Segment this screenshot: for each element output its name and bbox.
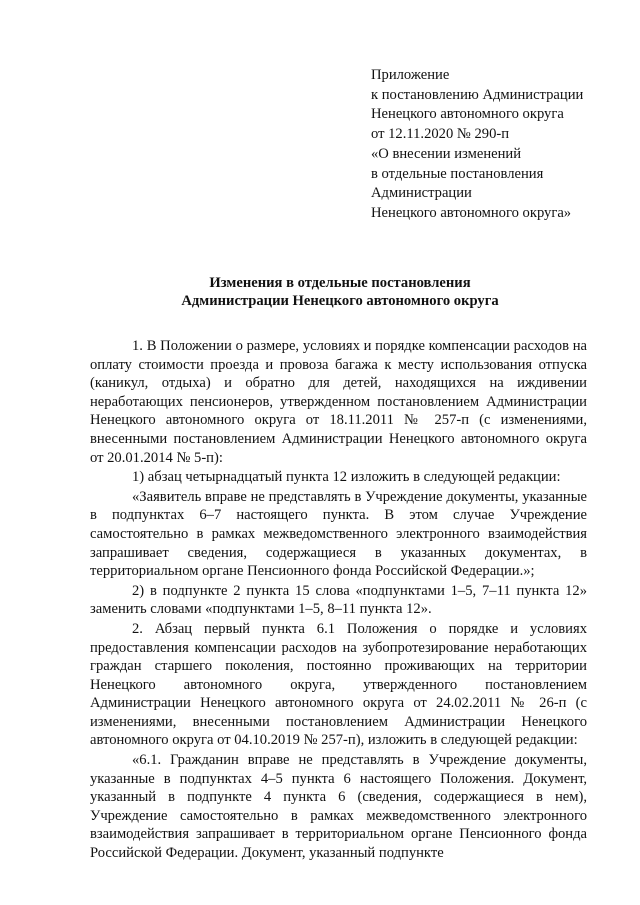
- document-title-line-2: Администрации Ненецкого автономного округа: [181, 293, 499, 309]
- body-paragraph: «6.1. Гражданин вправе не представлять в Учреждение документы, указанные в подпунктах 4–5 пункта 6 настоящего Положения. Документ, указанный в подпункте 4 пункта 6 (сведения, содержащиеся в нем), Учреждение самостоятельно в рамках межведомственного электронного взаимодействия запрашивает в территориальном органе Пенсионного фонда Российской Федерации. Документ, указанный подпункте: [90, 752, 587, 862]
- body-paragraph: «Заявитель вправе не представлять в Учреждение документы, указанные в подпунктах 6–7 настоящего пункта. В этом случае Учреждение самостоятельно в рамках межведомственного электронного взаимодействия запрашивает сведения, содержащиеся в указанных документах, в территориальном органе Пенсионного фонда Российской Федерации.»;: [90, 488, 587, 580]
- appendix-header-line: в отдельные постановления: [371, 165, 544, 182]
- body-paragraph: 2) в подпункте 2 пункта 15 слова «подпунктами 1–5, 7–11 пункта 12» заменить словами «подпунктами 1–5, 8–11 пункта 12».: [90, 582, 587, 618]
- appendix-header-line: Администрации: [371, 185, 472, 202]
- appendix-header-line: Ненецкого автономного округа: [371, 106, 564, 123]
- appendix-header: [371, 66, 626, 224]
- body-paragraph: 1. В Положении о размере, условиях и порядке компенсации расходов на оплату стоимости проезда и провоза багажа к месту использования отпуска (каникул, отдыха) и обратно для детей, находящихся на иждивении неработающих пенсионеров, утвержденном постановлением Администрации Ненецкого автономного округа от 18.11.2011 № 257-п (с изменениями, внесенными постановлением Администрации Ненецкого автономного округа от 20.01.2014 № 5-п):: [90, 338, 587, 466]
- appendix-header-line: Ненецкого автономного округа»: [371, 204, 572, 221]
- document-title: [95, 274, 585, 310]
- appendix-header-line: к постановлению Администрации: [371, 86, 584, 103]
- document-body: [90, 337, 587, 863]
- body-paragraph: 1) абзац четырнадцатый пункта 12 изложить в следующей редакции:: [132, 469, 561, 486]
- appendix-header-line: от 12.11.2020 № 290-п: [371, 126, 510, 143]
- document-title-line-1: Изменения в отдельные постановления: [209, 275, 471, 291]
- appendix-header-line: «О внесении изменений: [371, 145, 522, 162]
- appendix-header-line: Приложение: [371, 67, 450, 83]
- body-paragraph: 2. Абзац первый пункта 6.1 Положения о порядке и условиях предоставления компенсации расходов на зубопротезирование неработающих граждан старшего поколения, постоянно проживающих на территории Ненецкого автономного округа, утвержденного постановлением Администрации Ненецкого автономного округа от 24.02.2011 № 26-п (с изменениями, внесенными постановлением Администрации Ненецкого автономного округа от 04.10.2019 № 257-п), изложить в следующей редакции:: [90, 620, 587, 749]
